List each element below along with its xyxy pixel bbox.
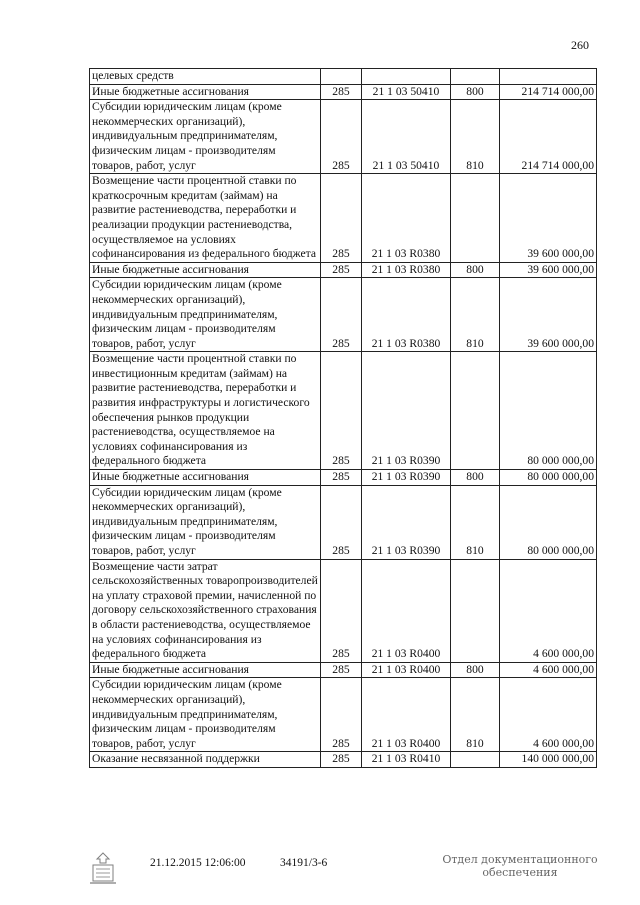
row-name-cell: Субсидии юридическим лицам (кроме некоммерческих организаций), индивидуальным предпринимателям, физическим лицам - производителям товаров, работ, услуг [90,278,321,352]
row-sum-cell: 39 600 000,00 [500,278,597,352]
row-name-cell: Иные бюджетные ассигнования [90,262,321,278]
row-ved-cell: 285 [321,662,362,678]
table-row [90,174,597,263]
row-ved-cell: 285 [321,174,362,263]
row-csr-cell: 21 1 03 R0400 [362,559,451,662]
row-name-cell: Возмещение части процентной ставки по инвестиционным кредитам (займам) на развитие растениеводства, переработки и развития инфраструктуры и логистического обеспечения рынков продукции растениеводства, осуществляемое на условиях софинансирования из федерального бюджета [90,352,321,470]
row-ved-cell: 285 [321,100,362,174]
row-csr-cell: 21 1 03 R0400 [362,662,451,678]
row-ved-cell: 285 [321,470,362,486]
row-vr-cell: 800 [451,262,500,278]
table-row [90,678,597,752]
budget-table [89,68,597,768]
stamp-line-2: обеспечения [482,866,558,879]
row-csr-cell: 21 1 03 R0380 [362,174,451,263]
row-ved-cell: 285 [321,752,362,768]
row-csr-cell: 21 1 03 R0410 [362,752,451,768]
row-vr-cell [451,174,500,263]
table-row [90,84,597,100]
row-csr-cell: 21 1 03 R0390 [362,485,451,559]
row-name-cell: Иные бюджетные ассигнования [90,470,321,486]
table-row [90,752,597,768]
row-csr-cell: 21 1 03 50410 [362,100,451,174]
row-csr-cell: 21 1 03 R0400 [362,678,451,752]
row-sum-cell: 80 000 000,00 [500,470,597,486]
row-vr-cell [451,352,500,470]
row-name-cell: Оказание несвязанной поддержки [90,752,321,768]
row-sum-cell: 4 600 000,00 [500,678,597,752]
table-row [90,662,597,678]
row-csr-cell: 21 1 03 R0380 [362,278,451,352]
budget-table-body [90,69,597,768]
row-name-cell: Субсидии юридическим лицам (кроме некоммерческих организаций), индивидуальным предпринимателям, физическим лицам - производителям товаров, работ, услуг [90,678,321,752]
row-vr-cell: 810 [451,678,500,752]
row-ved-cell: 285 [321,485,362,559]
row-sum-cell: 214 714 000,00 [500,84,597,100]
row-csr-cell [362,69,451,85]
page-number: 260 [571,38,589,52]
row-vr-cell: 800 [451,84,500,100]
emblem-icon [88,851,118,885]
row-name-cell: Возмещение части затрат сельскохозяйственных товаропроизводителей на уплату страховой премии, начисленной по договору сельскохозяйственного страхования в области растениеводства, осуществляемое на условиях софинансирования из федерального бюджета [90,559,321,662]
row-name-cell: Иные бюджетные ассигнования [90,662,321,678]
row-sum-cell: 140 000 000,00 [500,752,597,768]
row-vr-cell [451,752,500,768]
row-ved-cell: 285 [321,84,362,100]
table-row [90,559,597,662]
row-name-cell: целевых средств [90,69,321,85]
row-name-cell: Возмещение части процентной ставки по краткосрочным кредитам (займам) на развитие растениеводства, переработки и реализации продукции растениеводства, осуществляемое на условиях софинансирования из федерального бюджета [90,174,321,263]
row-ved-cell: 285 [321,262,362,278]
row-ved-cell [321,69,362,85]
row-sum-cell: 39 600 000,00 [500,174,597,263]
row-sum-cell: 80 000 000,00 [500,485,597,559]
table-row [90,69,597,85]
row-ved-cell: 285 [321,352,362,470]
footer-doc-number: 34191/3-6 [280,857,328,869]
table-row [90,262,597,278]
footer-datetime: 21.12.2015 12:06:00 [150,857,246,869]
row-vr-cell [451,559,500,662]
row-csr-cell: 21 1 03 R0390 [362,470,451,486]
row-csr-cell: 21 1 03 R0380 [362,262,451,278]
row-vr-cell: 810 [451,278,500,352]
row-ved-cell: 285 [321,678,362,752]
row-vr-cell [451,69,500,85]
row-sum-cell: 4 600 000,00 [500,662,597,678]
stamp-line-1: Отдел документационного [442,853,598,866]
row-name-cell: Иные бюджетные ассигнования [90,84,321,100]
row-sum-cell: 39 600 000,00 [500,262,597,278]
row-vr-cell: 800 [451,662,500,678]
row-vr-cell: 810 [451,100,500,174]
row-name-cell: Субсидии юридическим лицам (кроме некоммерческих организаций), индивидуальным предпринимателям, физическим лицам - производителям товаров, работ, услуг [90,100,321,174]
row-sum-cell: 80 000 000,00 [500,352,597,470]
department-stamp [440,853,600,879]
table-row [90,100,597,174]
row-vr-cell: 810 [451,485,500,559]
table-row [90,470,597,486]
table-row [90,485,597,559]
row-ved-cell: 285 [321,278,362,352]
row-vr-cell: 800 [451,470,500,486]
table-row [90,278,597,352]
row-csr-cell: 21 1 03 50410 [362,84,451,100]
table-row [90,352,597,470]
row-sum-cell: 4 600 000,00 [500,559,597,662]
row-sum-cell: 214 714 000,00 [500,100,597,174]
row-ved-cell: 285 [321,559,362,662]
row-sum-cell [500,69,597,85]
row-csr-cell: 21 1 03 R0390 [362,352,451,470]
row-name-cell: Субсидии юридическим лицам (кроме некоммерческих организаций), индивидуальным предпринимателям, физическим лицам - производителям товаров, работ, услуг [90,485,321,559]
